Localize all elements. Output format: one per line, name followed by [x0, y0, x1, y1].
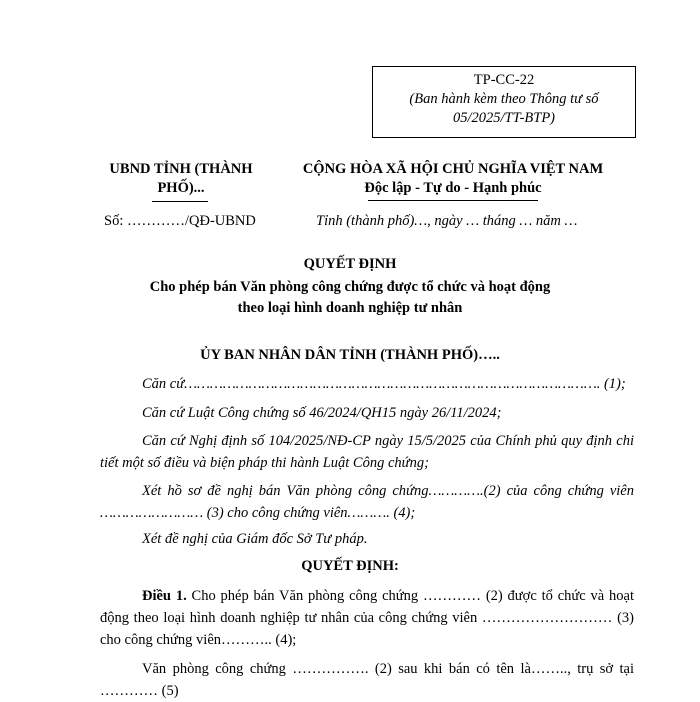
agency-divider — [152, 201, 208, 202]
basis-line-3: Căn cứ Nghị định số 104/2025/NĐ-CP ngày 15/5/2025 của Chính phủ quy định chi tiết một số điều và biện pháp thi hành Luật Công chứng; — [100, 433, 634, 471]
title-line1: Cho phép bán Văn phòng công chứng được tổ chức và hoạt động — [149, 279, 551, 295]
agency-line1: UBND TỈNH (THÀNH — [109, 161, 253, 177]
basis-line-1: Căn cứ……………………………………………………………………………………. (1); — [142, 376, 626, 392]
issuing-authority: ỦY BAN NHÂN DÂN TỈNH (THÀNH PHỐ)….. — [200, 347, 500, 363]
motto-text: Độc lập - Tự do - Hạnh phúc — [364, 180, 542, 196]
article-1-paragraph-2: Văn phòng công chứng ……………. (2) sau khi bán có tên là…….., trụ sở tại ………… (5) — [100, 661, 634, 699]
nation-name: CỘNG HÒA XÃ HỘI CHỦ NGHĨA VIỆT NAM — [302, 161, 604, 177]
article-1-label: Điều 1. — [142, 588, 187, 604]
form-note-line1: (Ban hành kèm theo Thông tư số — [409, 91, 599, 107]
decision-heading: QUYẾT ĐỊNH: — [301, 558, 399, 574]
document-number: Số: …………/QĐ-UBND — [104, 213, 256, 229]
basis-line-5: Xét đề nghị của Giám đốc Sở Tư pháp. — [142, 531, 368, 547]
issuing-agency — [100, 160, 262, 198]
form-code: TP-CC-22 — [473, 72, 535, 88]
article-1-text: Cho phép bán Văn phòng công chứng ………… (2) được tổ chức và hoạt động theo loại hình doanh nghiệp tư nhân của công chứng viên ……………………… (3) cho công chứng viên……….. (4); — [100, 588, 634, 648]
agency-line2: PHỐ)... — [157, 180, 205, 196]
basis-line-2: Căn cứ Luật Công chứng số 46/2024/QH15 ngày 26/11/2024; — [142, 405, 502, 421]
place-date: Tỉnh (thành phố)…, ngày … tháng … năm … — [316, 213, 578, 229]
form-code-box — [372, 66, 636, 138]
basis-line-4: Xét hồ sơ đề nghị bán Văn phòng công chứng………….(2) của công chứng viên …………………… (3) cho công chứng viên………. (4); — [100, 483, 634, 521]
national-motto — [364, 179, 541, 198]
article-1 — [100, 585, 634, 651]
title-line2: theo loại hình doanh nghiệp tư nhân — [237, 300, 463, 316]
document-title — [60, 277, 640, 319]
document-type: QUYẾT ĐỊNH — [303, 256, 397, 272]
national-heading — [282, 160, 624, 198]
motto-underline — [368, 200, 537, 201]
form-note-line2: 05/2025/TT-BTP) — [452, 110, 556, 126]
